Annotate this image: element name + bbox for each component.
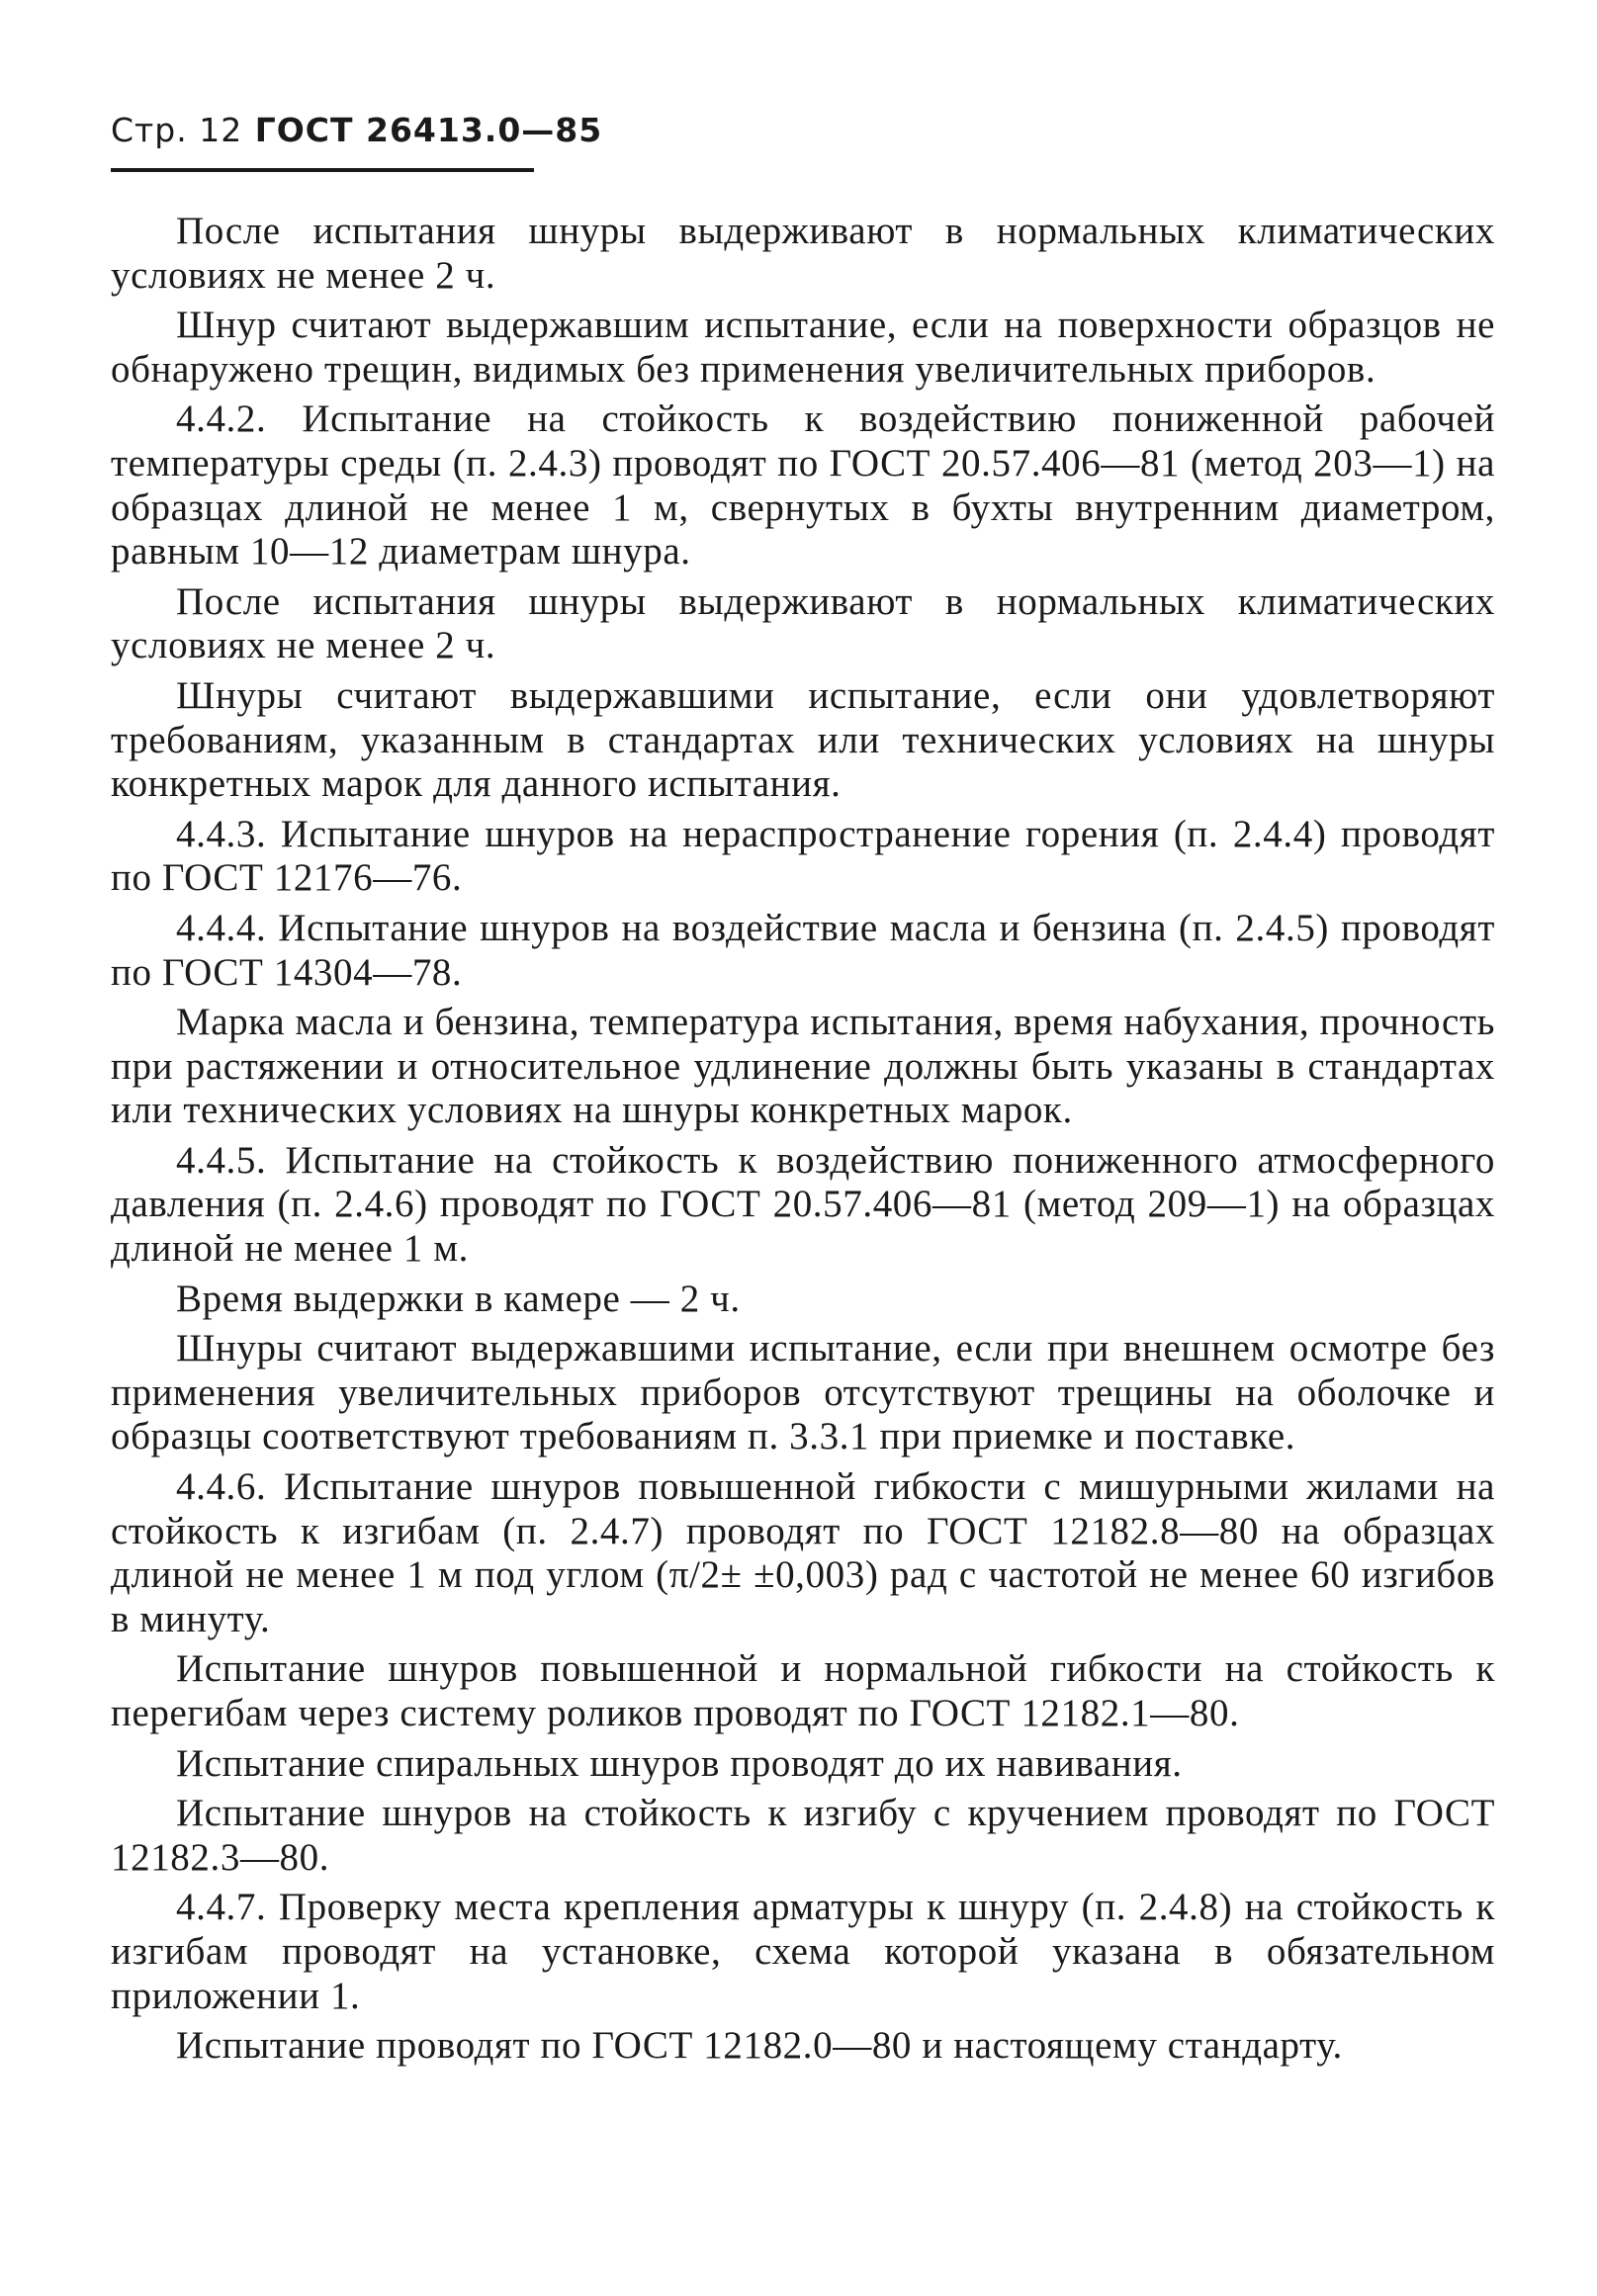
paragraph-14: Испытание спиральных шнуров проводят до их навивания. <box>176 1741 1183 1785</box>
running-head <box>111 111 602 149</box>
page-number-label: Стр. 12 <box>111 111 243 149</box>
paragraph-10: Время выдержки в камере — 2 ч. <box>176 1277 741 1320</box>
paragraph-16: 4.4.7. Проверку места крепления арматуры к шнуру (п. 2.4.8) на стойкость к изгибам проводят на установке, схема которой указана в обязательном приложении 1. <box>111 1886 1495 2017</box>
paragraph-17: Испытание проводят по ГОСТ 12182.0—80 и настоящему стандарту. <box>176 2024 1343 2068</box>
paragraph-3: 4.4.2. Испытание на стойкость к воздействию пониженной рабочей температуры среды (п. 2.4.3) проводят по ГОСТ 20.57.406—81 (метод 203—1) на образцах длиной не менее 1 м, свернутых в бухты внутренним диаметром, равным 10—12 диаметрам шнура. <box>111 397 1495 574</box>
paragraph-7: 4.4.4. Испытание шнуров на воздействие масла и бензина (п. 2.4.5) проводят по ГОСТ 14304—78. <box>111 906 1495 994</box>
paragraph-11: Шнуры считают выдержавшими испытание, если при внешнем осмотре без применения увеличительных приборов отсутствуют трещины на оболочке и образцы соответствуют требованиям п. 3.3.1 при приемке и поставке. <box>111 1327 1495 1458</box>
paragraph-12: 4.4.6. Испытание шнуров повышенной гибкости с мишурными жилами на стойкость к изгибам (п. 2.4.7) проводят по ГОСТ 12182.8—80 на образцах длиной не менее 1 м под углом (π/2± ±0,003) рад с частотой не менее 60 изгибов в минуту. <box>111 1465 1495 1640</box>
paragraph-1: После испытания шнуры выдерживают в нормальных климатических условиях не менее 2 ч. <box>111 210 1495 297</box>
paragraph-2: Шнур считают выдержавшим испытание, если на поверхности образцов не обнаружено трещин, видимых без применения увеличительных приборов. <box>111 304 1495 391</box>
document-code: ГОСТ 26413.0—85 <box>254 111 603 149</box>
paragraph-6: 4.4.3. Испытание шнуров на нераспространение горения (п. 2.4.4) проводят по ГОСТ 12176—76. <box>111 812 1495 900</box>
paragraph-9: 4.4.5. Испытание на стойкость к воздействию пониженного атмосферного давления (п. 2.4.6) проводят по ГОСТ 20.57.406—81 (метод 209—1) на образцах длиной не менее 1 м. <box>111 1138 1495 1271</box>
header-rule <box>111 168 534 172</box>
paragraph-5: Шнуры считают выдержавшими испытание, если они удовлетворяют требованиям, указанным в стандартах или технических условиях на шнуры конкретных марок для данного испытания. <box>111 673 1495 806</box>
paragraph-4: После испытания шнуры выдерживают в нормальных климатических условиях не менее 2 ч. <box>111 579 1495 667</box>
paragraph-13: Испытание шнуров повышенной и нормальной гибкости на стойкость к перегибам через систему роликов проводят по ГОСТ 12182.1—80. <box>111 1647 1495 1734</box>
paragraph-8: Марка масла и бензина, температура испытания, время набухания, прочность при растяжении и относительное удлинение должны быть указаны в стандартах или технических условиях на шнуры конкретных марок. <box>111 1001 1495 1132</box>
body-text <box>111 210 1495 2075</box>
paragraph-15: Испытание шнуров на стойкость к изгибу с кручением проводят по ГОСТ 12182.3—80. <box>111 1792 1495 1879</box>
